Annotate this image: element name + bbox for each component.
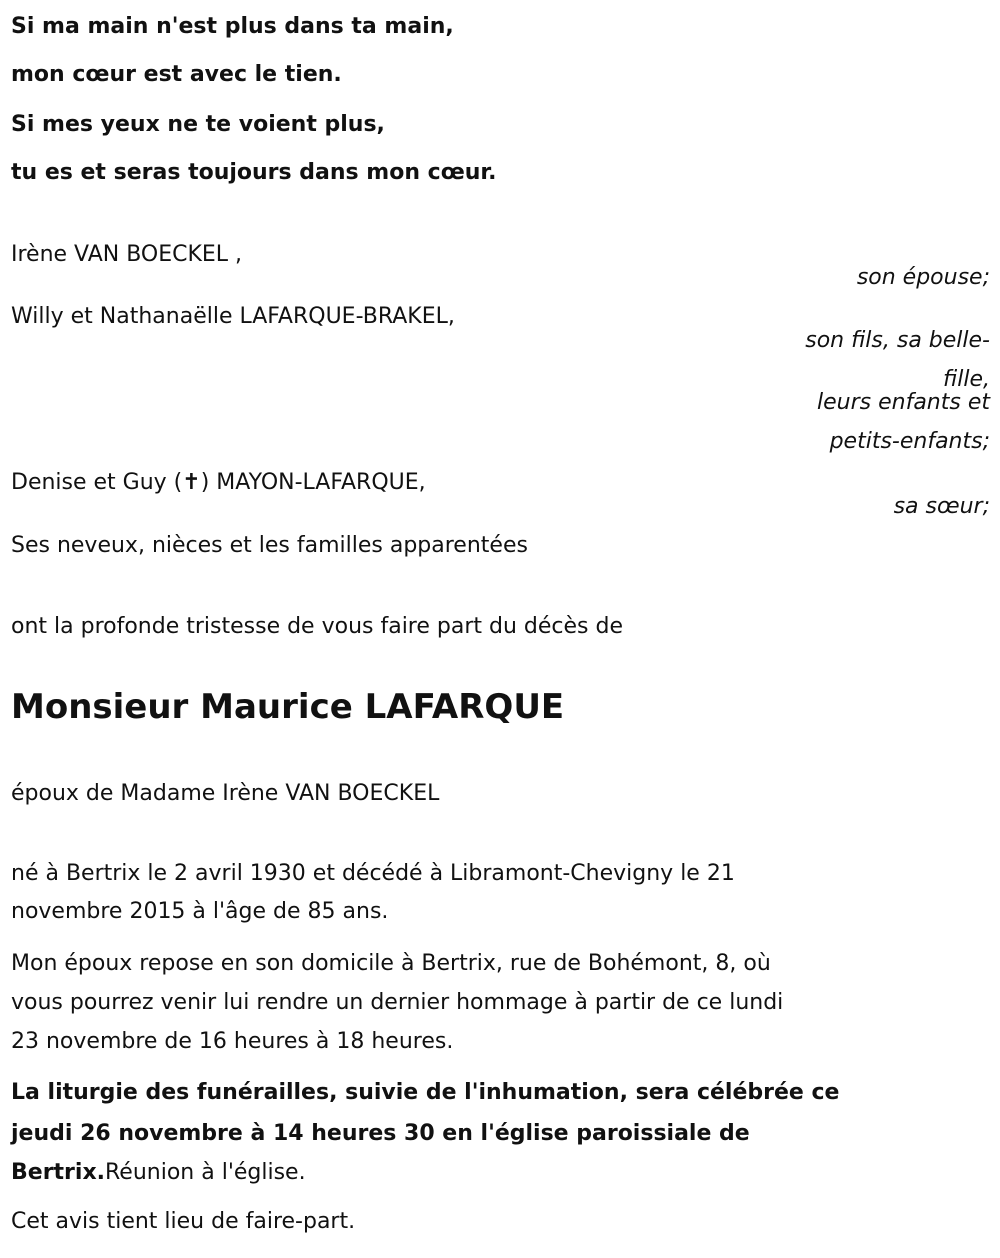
birth-death-line: novembre 2015 à l'âge de 85 ans.	[11, 899, 389, 924]
family-relation: leurs enfants et	[817, 390, 990, 415]
family-relation: son épouse;	[856, 265, 990, 290]
poem-line: Si ma main n'est plus dans ta main,	[11, 14, 454, 39]
visitation-line: 23 novembre de 16 heures à 18 heures.	[11, 1029, 454, 1054]
visitation-line: Mon époux repose en son domicile à Bertrix, rue de Bohémont, 8, où	[11, 951, 771, 976]
poem-line: tu es et seras toujours dans mon cœur.	[11, 160, 497, 185]
family-name: Irène VAN BOECKEL ,	[11, 242, 243, 267]
family-relation: petits-enfants;	[829, 429, 990, 454]
family-name: Denise et Guy (✝) MAYON-LAFARQUE,	[11, 470, 426, 495]
poem-line: Si mes yeux ne te voient plus,	[11, 112, 385, 137]
funeral-line	[11, 1158, 306, 1188]
announcement: ont la profonde tristesse de vous faire part du décès de	[11, 614, 623, 639]
family-name: Ses neveux, nièces et les familles apparentées	[11, 533, 528, 558]
funeral-line: La liturgie des funérailles, suivie de l'inhumation, sera célébrée ce	[11, 1080, 840, 1105]
funeral-location: Bertrix.	[11, 1160, 105, 1185]
family-relation: fille,	[943, 367, 990, 392]
family-name: Willy et Nathanaëlle LAFARQUE-BRAKEL,	[11, 304, 455, 329]
family-relation: son fils, sa belle-	[805, 328, 990, 353]
poem-line: mon cœur est avec le tien.	[11, 62, 342, 87]
spouse-line: époux de Madame Irène VAN BOECKEL	[11, 781, 440, 806]
visitation-line: vous pourrez venir lui rendre un dernier hommage à partir de ce lundi	[11, 990, 784, 1015]
funeral-note: Réunion à l'église.	[105, 1160, 306, 1185]
funeral-line: jeudi 26 novembre à 14 heures 30 en l'église paroissiale de	[11, 1121, 750, 1146]
closing-line: Cet avis tient lieu de faire-part.	[11, 1209, 356, 1234]
birth-death-line: né à Bertrix le 2 avril 1930 et décédé à Libramont-Chevigny le 21	[11, 861, 735, 886]
deceased-name: Monsieur Maurice LAFARQUE	[11, 687, 565, 727]
family-relation: sa sœur;	[893, 494, 990, 519]
